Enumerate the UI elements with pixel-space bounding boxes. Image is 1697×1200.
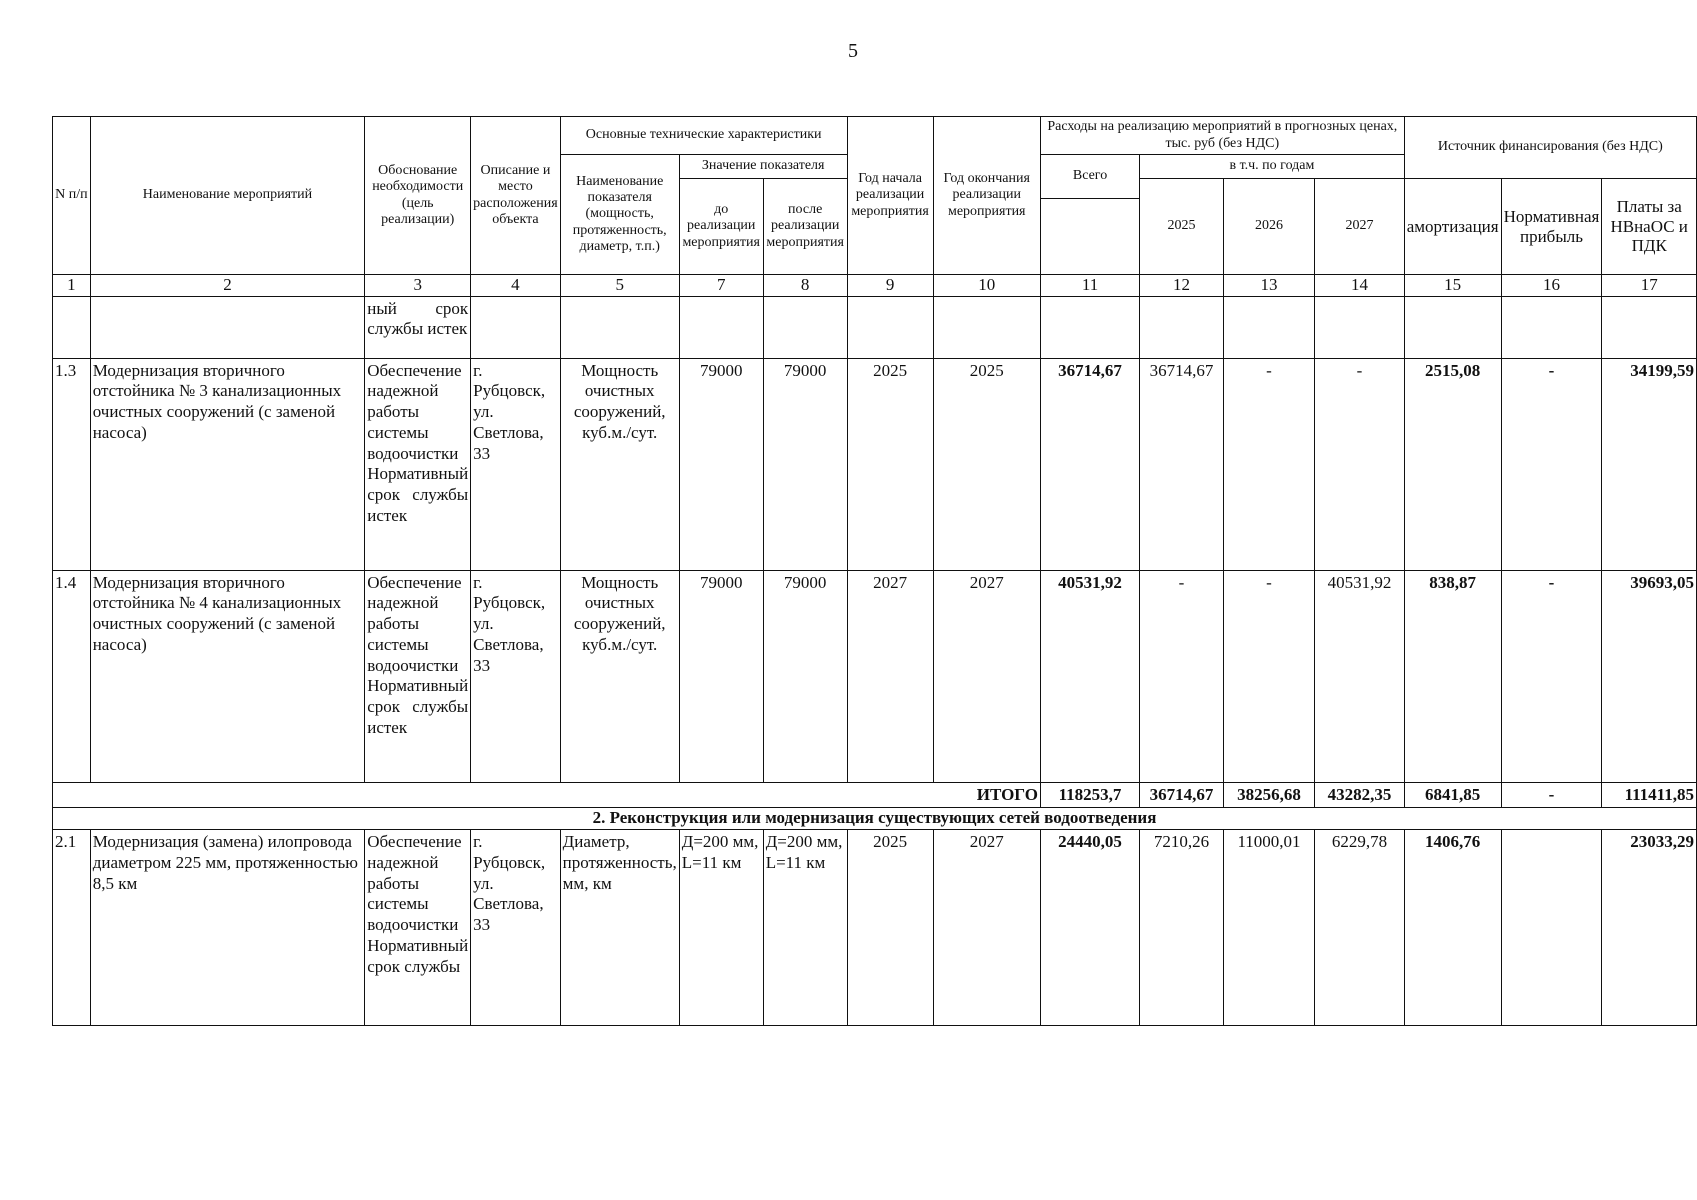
header-finance-group: Источник финансирования (без НДС) — [1404, 117, 1696, 179]
profit-cell: - — [1501, 358, 1602, 570]
value-after: Д=200 мм, L=11 км — [763, 830, 847, 1026]
cost-2026: - — [1223, 570, 1314, 782]
cost-2025: 36714,67 — [1140, 358, 1224, 570]
header-expenses-group: Расходы на реализацию мероприятий в прогнозных ценах, тыс. руб (без НДС) — [1040, 117, 1404, 155]
column-number: 8 — [763, 275, 847, 297]
header-tech-group: Основные технические характеристики — [560, 117, 847, 155]
indicator-cell: Мощность очистных сооружений, куб.м./сут. — [560, 358, 679, 570]
header-total-spacer — [1040, 199, 1139, 275]
justification-cell: Обеспечение надежной работы системы водоочистки Нормативный срок службы истек — [365, 358, 471, 570]
column-number: 3 — [365, 275, 471, 297]
itogo-row — [53, 782, 1697, 808]
table-row — [53, 296, 1697, 358]
itogo-amortization: 6841,85 — [1404, 782, 1501, 808]
measure-name: Модернизация вторичного отстойника № 3 канализационных очистных сооружений (с заменой насоса) — [90, 358, 365, 570]
measure-name: Модернизация (замена) илопровода диаметром 225 мм, протяженностью 8,5 км — [90, 830, 365, 1026]
column-number: 10 — [933, 275, 1040, 297]
header-amortization: амортизация — [1404, 179, 1501, 275]
column-number: 17 — [1602, 275, 1697, 297]
fees-cell: 34199,59 — [1602, 358, 1697, 570]
header-normative-profit: Нормативная прибыль — [1501, 179, 1602, 275]
year-end: 2027 — [933, 830, 1040, 1026]
profit-cell: - — [1501, 570, 1602, 782]
investment-program-table — [52, 116, 1697, 1026]
page-number: 5 — [848, 40, 858, 62]
itogo-2027: 43282,35 — [1315, 782, 1404, 808]
header-year-end: Год окончания реализации мероприятия — [933, 117, 1040, 275]
amortization-cell: 2515,08 — [1404, 358, 1501, 570]
column-number: 2 — [90, 275, 365, 297]
year-start: 2027 — [847, 570, 933, 782]
cost-2026: 11000,01 — [1223, 830, 1314, 1026]
total-cost: 24440,05 — [1040, 830, 1139, 1026]
cost-2027: - — [1315, 358, 1404, 570]
row-number: 1.3 — [53, 358, 91, 570]
column-number: 11 — [1040, 275, 1139, 297]
value-before: Д=200 мм, L=11 км — [679, 830, 763, 1026]
table-row — [53, 830, 1697, 1026]
column-number: 13 — [1223, 275, 1314, 297]
year-start: 2025 — [847, 358, 933, 570]
table-row — [53, 358, 1697, 570]
section-title: 2. Реконструкция или модернизация существующих сетей водоотведения — [53, 808, 1697, 830]
header-fees: Платы за НВнаОС и ПДК — [1602, 179, 1697, 275]
itogo-profit: - — [1501, 782, 1602, 808]
row-number: 1.4 — [53, 570, 91, 782]
cost-2026: - — [1223, 358, 1314, 570]
year-end: 2027 — [933, 570, 1040, 782]
header-year-2025: 2025 — [1140, 179, 1224, 275]
table-row — [53, 570, 1697, 782]
itogo-total: 118253,7 — [1040, 782, 1139, 808]
itogo-label: ИТОГО — [53, 782, 1041, 808]
header-year-start: Год начала реализации мероприятия — [847, 117, 933, 275]
header-indicator-value: Значение показателя — [679, 155, 847, 179]
cost-2027: 6229,78 — [1315, 830, 1404, 1026]
header-year-2027: 2027 — [1315, 179, 1404, 275]
justification-cell: Обеспечение надежной работы системы водоочистки Нормативный срок службы — [365, 830, 471, 1026]
cost-2025: - — [1140, 570, 1224, 782]
total-cost: 40531,92 — [1040, 570, 1139, 782]
header-before: до реализации мероприятия — [679, 179, 763, 275]
header-indicator-name: Наименование показателя (мощность, протяженность, диаметр, т.п.) — [560, 155, 679, 275]
column-number: 12 — [1140, 275, 1224, 297]
year-start: 2025 — [847, 830, 933, 1026]
amortization-cell: 1406,76 — [1404, 830, 1501, 1026]
header-after: после реализации мероприятия — [763, 179, 847, 275]
column-number: 7 — [679, 275, 763, 297]
column-number: 16 — [1501, 275, 1602, 297]
year-end: 2025 — [933, 358, 1040, 570]
column-number: 1 — [53, 275, 91, 297]
amortization-cell: 838,87 — [1404, 570, 1501, 782]
indicator-cell: Мощность очистных сооружений, куб.м./сут. — [560, 570, 679, 782]
measure-name: Модернизация вторичного отстойника № 4 канализационных очистных сооружений (с заменой насоса) — [90, 570, 365, 782]
location-cell: г. Рубцовск, ул. Светлова, 33 — [471, 358, 561, 570]
value-before: 79000 — [679, 570, 763, 782]
row-number: 2.1 — [53, 830, 91, 1026]
section-row — [53, 808, 1697, 830]
itogo-2025: 36714,67 — [1140, 782, 1224, 808]
itogo-fees: 111411,85 — [1602, 782, 1697, 808]
justification-cell: ный срок службы истек — [365, 296, 471, 358]
header-name: Наименование мероприятий — [90, 117, 365, 275]
cost-2025: 7210,26 — [1140, 830, 1224, 1026]
fees-cell: 23033,29 — [1602, 830, 1697, 1026]
header-year-2026: 2026 — [1223, 179, 1314, 275]
value-after: 79000 — [763, 570, 847, 782]
location-cell: г. Рубцовск, ул. Светлова, 33 — [471, 570, 561, 782]
value-after: 79000 — [763, 358, 847, 570]
fees-cell: 39693,05 — [1602, 570, 1697, 782]
justification-cell: Обеспечение надежной работы системы водоочистки Нормативный срок службы истек — [365, 570, 471, 782]
column-number: 14 — [1315, 275, 1404, 297]
header-n-pp: N п/п — [53, 117, 91, 275]
profit-cell — [1501, 830, 1602, 1026]
column-number: 4 — [471, 275, 561, 297]
header-justification: Обоснование необходимости (цель реализации) — [365, 117, 471, 275]
column-number: 5 — [560, 275, 679, 297]
total-cost: 36714,67 — [1040, 358, 1139, 570]
column-numbers-row — [53, 275, 1697, 297]
header-description: Описание и место расположения объекта — [471, 117, 561, 275]
indicator-cell: Диаметр, протяженность, мм, км — [560, 830, 679, 1026]
column-number: 15 — [1404, 275, 1501, 297]
header-by-years: в т.ч. по годам — [1140, 155, 1405, 179]
value-before: 79000 — [679, 358, 763, 570]
cost-2027: 40531,92 — [1315, 570, 1404, 782]
location-cell: г. Рубцовск, ул. Светлова, 33 — [471, 830, 561, 1026]
header-total: Всего — [1040, 155, 1139, 199]
itogo-2026: 38256,68 — [1223, 782, 1314, 808]
column-number: 9 — [847, 275, 933, 297]
